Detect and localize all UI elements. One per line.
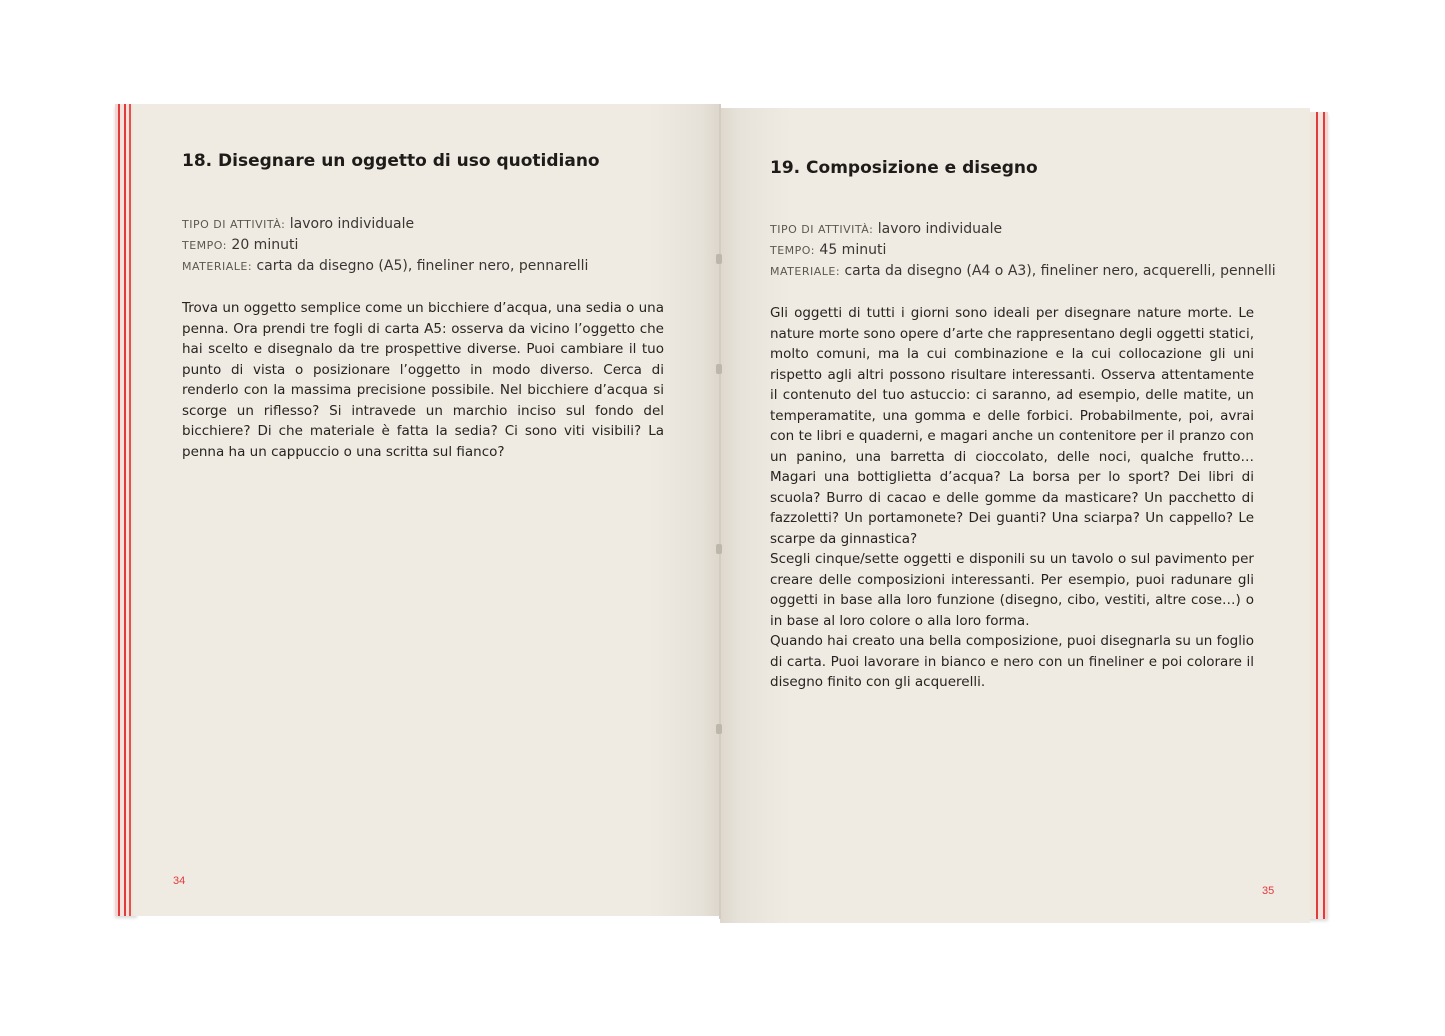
meta-row-material: MATERIALE: carta da disegno (A4 o A3), fineliner nero, acquerelli, pennelli bbox=[770, 263, 1276, 279]
right-page-edge-stack bbox=[1308, 112, 1328, 919]
left-page bbox=[133, 104, 720, 916]
left-body-text bbox=[182, 298, 664, 462]
right-page bbox=[720, 108, 1310, 923]
meta-row-time: TEMPO: 20 minuti bbox=[182, 237, 299, 253]
meta-row-type: TIPO DI ATTIVITÀ: lavoro individuale bbox=[770, 221, 1003, 237]
right-activity-meta bbox=[770, 219, 1276, 282]
meta-row-time: TEMPO: 45 minuti bbox=[770, 242, 887, 258]
left-page-title: 18. Disegnare un oggetto di uso quotidiano bbox=[182, 151, 600, 171]
meta-row-material: MATERIALE: carta da disegno (A5), fineliner nero, pennarelli bbox=[182, 258, 589, 274]
meta-row-type: TIPO DI ATTIVITÀ: lavoro individuale bbox=[182, 216, 415, 232]
left-activity-meta bbox=[182, 214, 588, 277]
right-body-paragraph-3: Quando hai creato una bella composizione, puoi disegnarla su un foglio di carta. Puoi lavorare in bianco e nero con un fineliner e poi colorare il disegno finito con gli acquerelli. bbox=[770, 633, 1254, 690]
page-number-right: 35 bbox=[1262, 885, 1275, 897]
left-body-paragraph: Trova un oggetto semplice come un bicchiere d’acqua, una sedia o una penna. Ora prendi tre fogli di carta A5: osserva da vicino l’oggetto che hai scelto e disegnalo da tre prospettive diverse. Puoi cambiare il tuo punto di vista o posizionare l’oggetto in modo diverso. Cerca di renderlo con la massima precisione possibile. Nel bicchiere d’acqua si scorge un riflesso? Si intravede un marchio inciso sul fondo del bicchiere? Di che materiale è fatta la sedia? Ci sono viti visibili? La penna ha un cappuccio o una scritta sul fianco? bbox=[182, 300, 664, 460]
spine-stitch bbox=[716, 364, 722, 374]
spine-stitch bbox=[716, 724, 722, 734]
book-spine bbox=[719, 104, 721, 919]
right-body-paragraph-1: Gli oggetti di tutti i giorni sono ideali per disegnare nature morte. Le nature morte sono opere d’arte che rappresentano degli oggetti statici, molto comuni, ma la cui combinazione e la cui collocazione gli uni rispetto agli altri possono risultare interessanti. Osserva attentamente il contenuto del tuo astuccio: ci saranno, ad esempio, delle matite, un temperamatite, una gomma e delle forbici. Probabilmente, poi, avrai con te libri e quaderni, e magari anche un contenitore per il pranzo con un panino, una barretta di cioccolato, delle noci, qualche frutto… Magari una bottiglietta d’acqua? La borsa per lo sport? Dei libri di scuola? Burro di cacao e delle gomme da masticare? Un pacchetto di fazzoletti? Un portamonete? Dei guanti? Una sciarpa? Un cappello? Le scarpe da ginnastica? bbox=[770, 305, 1254, 547]
right-body-text bbox=[770, 303, 1254, 693]
right-page-title: 19. Composizione e disegno bbox=[770, 158, 1038, 178]
right-body-paragraph-2: Scegli cinque/sette oggetti e disponili su un tavolo o sul pavimento per creare delle composizioni interessanti. Per esempio, puoi radunare gli oggetti in base alla loro funzione (disegno, cibo, vestiti, altre cose…) o in base al loro colore o alla loro forma. bbox=[770, 551, 1254, 629]
page-number-left: 34 bbox=[173, 875, 186, 887]
spine-stitch bbox=[716, 254, 722, 264]
open-booklet bbox=[115, 104, 1328, 919]
spine-stitch bbox=[716, 544, 722, 554]
